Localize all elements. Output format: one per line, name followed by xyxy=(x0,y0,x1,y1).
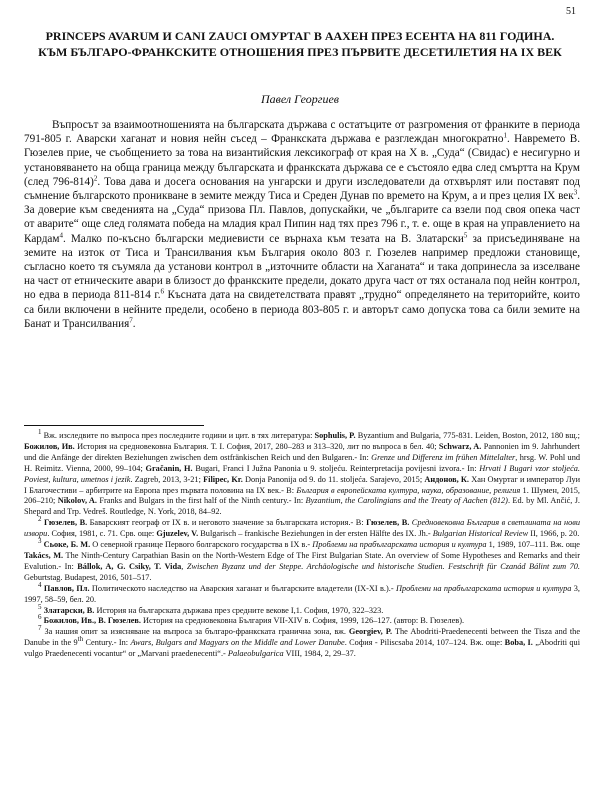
text-run: . София - Pilisсsaba 2014, 107–124. Вж. още: xyxy=(344,638,505,648)
page-number: 51 xyxy=(566,6,576,17)
footnote-marker: 5 xyxy=(38,602,42,611)
text-run: . Ed. by Ml. Ančić, J. Shepard and Trp. Vedreš. Routledge, N. York, 2018, 84–92. xyxy=(24,496,581,517)
italic-text: Hrvati I Bugari vzor stoljeća. Poviest, kultura, umetnos i jezik xyxy=(24,463,581,484)
bold-text: Gračanin, H. xyxy=(145,463,193,473)
italic-text: Zwischen Byzanz und der Steppe. Archäologische und historische Studien. Festschrift für Czanád Bálint zum 70. xyxy=(186,561,580,571)
text-run: Баварският географ от IX в. и неговото значение за българската история.- В: xyxy=(87,518,367,528)
text-run: История на българската държава през средните векове I,1. София, 1970, 322–323. xyxy=(94,605,384,615)
text-run: VIII, 1984, 2, 29–37. xyxy=(283,649,356,659)
text-run: Политическото наследство на Аварския хаганат и българските владетели (IX-XI в.).- xyxy=(89,583,396,593)
bold-text: Божилов, Ив. xyxy=(24,441,75,451)
text-run: Bugari, Franci I Južna Panonia u 9. stoljeću. Reinterpretacija povijesni izvora.- In: xyxy=(192,463,480,473)
bold-text: Gjuzelev, V. xyxy=(156,529,199,539)
footnote-marker: 4 xyxy=(59,230,63,239)
bold-text: Sophulis, P. xyxy=(314,431,356,440)
text-run: Bulgarisch – frankische Beziehungen in der ersten Hälfte des IX. Jh.- xyxy=(198,529,433,539)
italic-text: Byzantium, the Carolingians and the Treaty of Aachen (812) xyxy=(305,496,508,506)
article-title: PRINCEPS AVARUM И CANI ZAUCI ОМУРТАГ В ААХЕН ПРЕЗ ЕСЕНТА НА 811 ГОДИНА. КЪМ БЪЛГАРО-ФРАНКСКИТЕ ОТНОШЕНИЯ ПРЕЗ ПЪРВИТЕ ДЕСЕТИЛЕТИЯ НА IX ВЕК xyxy=(38,29,562,59)
footnote-2 xyxy=(24,515,581,540)
bold-text: Georgiev, P. xyxy=(348,627,393,637)
text-run: „Abodriti qui vulgo Praedenecenti vocantur“ or „Marvani praedenecenti“.- xyxy=(24,638,580,659)
bold-text: Сьоке, Б. М. xyxy=(43,540,91,550)
text-run: The Ninth-Century Carpathian Basin on the North-Western Edge of The First Bulgarian State. An overview of Some Hypotheses and Remarks and their Evalution.- In: xyxy=(24,550,581,571)
text-run: Въпросът за взаимоотношенията на българската държава с остатъците от разгромения от франките в периода 791-805 г. Аварски хаганат и новия нейн съсед – Франкската държава е разглеждан многократно xyxy=(24,119,580,146)
bold-text: Златарски, В. xyxy=(43,605,95,615)
footnote-4 xyxy=(24,580,581,606)
text-run: , xyxy=(181,561,187,571)
footnote-marker: 3 xyxy=(38,537,42,546)
bold-text: Bállok, A, G. Csiky, T. Vida xyxy=(77,561,182,571)
text-run: . xyxy=(132,317,136,330)
text-run: Късната дата на свидетелствата правят „трудно“ определянето на територийте, които са били включени в нейните предели, особено в периода 803-805 г. и авторът само допуска това са били земите на Банат и Трансилвания xyxy=(24,289,580,330)
text-run: 3, 1997, 58–59, бел. 20. xyxy=(24,583,581,604)
bold-text: Filipec, Kr. xyxy=(203,474,243,484)
text-run: за присъединяване на земите на изток от Тиса и Трансилвания към България около 803 г. Гюзелев например предложи становище, съгласно което тя съумяла да установи контрол в „източните области на Хаганата“ и така допринесла за изселване на част от етническите авари в близост до франкските предели, докато друга част от тях останала под нейн контрол, но едва в периода 811-814 г. xyxy=(24,232,580,302)
footnote-marker: 3 xyxy=(573,188,578,197)
author-name: Павел Георгиев xyxy=(261,92,339,106)
text-run: О северной границе Первого болгарского государства в IX в.- xyxy=(90,540,313,550)
bold-text: Schwarz, A. xyxy=(438,441,482,451)
text-run: Byzantium and Bulgaria, 775-831. Leiden, Boston, 2012, 180 вщ.; xyxy=(355,431,580,440)
text-run: . За доверие към сведенията на „Суда“ призова Пл. Павлов, допускайки, че „българите са взели под своя опека част от аварите“ още след голямата победа на младия крал Пипин над тях през 796 г., т. е. още в края на управлението на Кардам xyxy=(24,190,580,245)
text-run: Geburtstag. Budapest, 2016, 501–517. xyxy=(24,572,152,582)
footnote-marker: 1 xyxy=(503,131,507,140)
text-run: История на средновековна България VII-XIV в. София, 1999, 126–127. (автор: В. Гюзелев). xyxy=(140,616,465,626)
italic-text: Проблеми на прабългарската история и култура xyxy=(395,583,572,593)
text-run: Pannonien im 9. Jahrhundert und die Anfänge der direkten Beziehungen zwischen dem ostfränkischen Reich und den Bulgaren.- In: xyxy=(24,441,580,462)
footnote-marker: 6 xyxy=(160,287,165,296)
footnote-marker: 7 xyxy=(38,624,42,633)
italic-text: Bulgarian Historical Review xyxy=(432,529,529,539)
footnote-marker: 1 xyxy=(38,428,42,437)
bold-text: Божилов, Ив., В. Гюзелев. xyxy=(43,616,141,626)
text-run: Хан Омуртаг и император Луи I Благочестиви – арбитрите на Европа през първата половина на IX век.- В: xyxy=(24,474,581,495)
bold-text: Takács, M. xyxy=(24,550,64,560)
bold-text: Nikolov, A. xyxy=(57,496,98,506)
footnote-1 xyxy=(24,428,581,518)
text-run: . Навремето В. Гюзелев прие, че съобщението за това на византийския лексикограф от края на Х в. „Суда“ (Свидас) е несигурно и установяването на обща граница между българската и франкската държава се е състояло едва след смъртта на Крум (след 796-814) xyxy=(24,133,580,188)
footnote-marker: 4 xyxy=(38,580,42,589)
bold-text: Андонов, К. xyxy=(424,474,470,484)
text-run: Franks and Bulgars in the first half of the Ninth century.- In: xyxy=(97,496,306,506)
italic-text: Grenze und Differenz im frühen Mittelalter xyxy=(371,452,516,462)
text-run: , hrsg. W. Pohl und H. Reimitz. Vienna, 2000, 99–104; xyxy=(24,452,580,473)
footnotes xyxy=(24,428,581,660)
italic-text: Awars, Bulgars and Magyars on the Middle and Lower Danube xyxy=(130,638,345,648)
footnote-6 xyxy=(24,613,580,627)
text-run: . Zagreb, 2013, 3-21; xyxy=(130,474,204,484)
text-run: Donja Panonija od 9. do 11. stoljeća. Sarajevo, 2015; xyxy=(242,474,425,484)
text-run: Вж. изследвите по въпроса през последните години и цит. в тях литература: xyxy=(41,431,315,440)
text-run: The Abodriti-Praedenecenti between the Tisza and the Danube in the 9 xyxy=(24,627,581,648)
bold-text: Гюзелев, В. xyxy=(366,518,410,528)
italic-text: Проблеми на прабългарската история и култура xyxy=(312,540,487,550)
italic-text: Средновековна България в светлината на нови извори xyxy=(24,518,581,539)
footnote-marker: th xyxy=(77,635,84,644)
text-run: . София, 1981, с. 71. Срв. още: xyxy=(47,529,157,539)
text-run: Century.- In: xyxy=(83,638,131,648)
footnote-7 xyxy=(24,624,581,660)
bold-text: Boba, I. xyxy=(504,638,533,648)
footnote-3 xyxy=(24,537,581,584)
body-paragraph xyxy=(24,118,580,331)
footnote-5 xyxy=(24,602,580,617)
text-run: 1. Шумен, 2015, 206–210; xyxy=(24,485,580,506)
bold-text: Павлов, Пл. xyxy=(43,583,90,593)
italic-text: България в европейската култура, наука, образование, религия xyxy=(296,485,521,495)
footnote-marker: 5 xyxy=(463,230,468,239)
text-run: . Малко по-късно български медиевисти се върнаха към тезата на В. Златарски xyxy=(62,232,464,245)
text-run: II, 1966, p. 20. xyxy=(528,529,580,539)
footnote-marker: 2 xyxy=(38,515,42,524)
footnote-rule xyxy=(24,425,204,426)
text-run: . Това дава и досега основания на унгарски и други изследователи да отхвърлят или поставят под съмнение българското проникване в земите между Тиса и Среден Дунав по времето на Крум, а и през целия IX век xyxy=(24,175,580,203)
text-run: За нашия опит за изясняване на въпроса за българо-франкската гранична зона, вж. xyxy=(41,627,349,637)
bold-text: Гюзелев, В. xyxy=(43,518,88,528)
footnote-marker: 7 xyxy=(129,316,133,325)
footnote-marker: 2 xyxy=(93,174,98,183)
footnote-marker: 6 xyxy=(38,613,42,622)
text-run: 1, 1989, 107–111. Вж. още xyxy=(486,540,580,550)
italic-text: Palaeobulgarica xyxy=(227,649,284,659)
text-run: История на средновековна България. Т. I. София, 2017, 280–283 и 313–320, лит по въпроса в бел. 40; xyxy=(74,441,439,451)
